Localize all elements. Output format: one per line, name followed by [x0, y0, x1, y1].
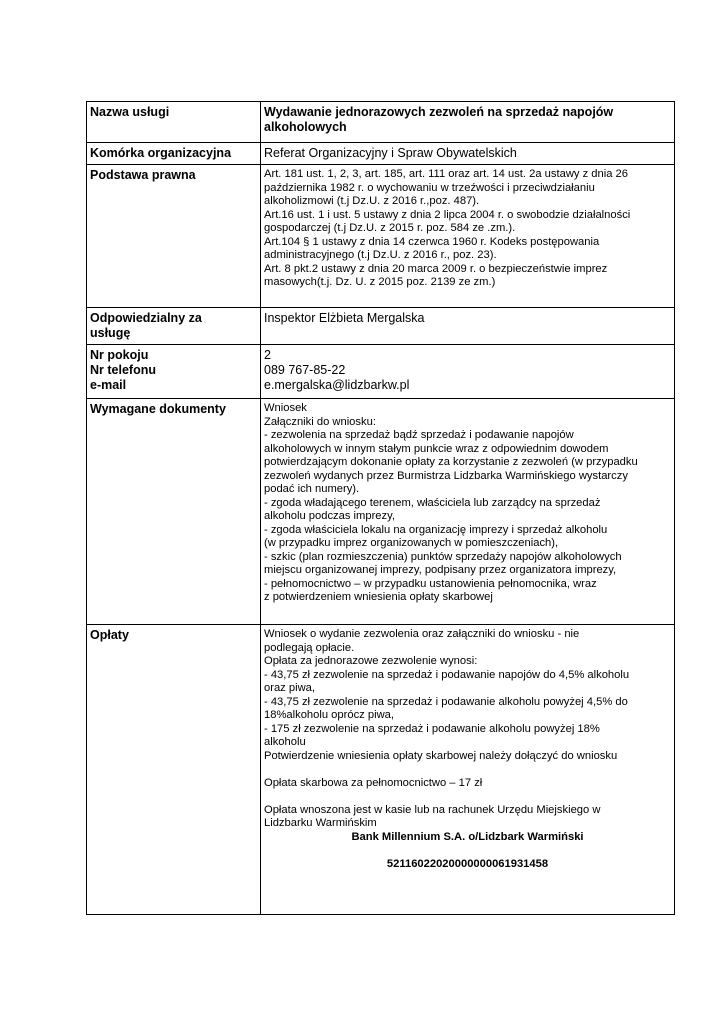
fees-line: oraz piwa, [264, 682, 315, 694]
documents-line: miejscu organizowanej imprezy, podpisany przez organizatora imprezy, [264, 564, 617, 576]
email-label: e-mail [90, 378, 127, 392]
contact-label [87, 345, 261, 399]
legal-basis-value [261, 165, 675, 308]
responsible-value: Inspektor Elżbieta Mergalska [261, 308, 675, 345]
documents-line: alkoholowych w innym stałym punkcie wraz z odpowiednim dowodem [264, 442, 609, 455]
fees-line: Potwierdzenie wniesienia opłaty skarbowej należy dołączyć do wniosku [264, 749, 618, 762]
proxy-fee: Opłata skarbowa za pełnomocnictwo – 17 zł [264, 776, 483, 789]
legal-basis-line: gospodarczej (t.j Dz.U. z 2015 r. poz. 584 ze .zm.). [264, 222, 516, 234]
row-unit [87, 143, 675, 165]
documents-line: - pełnomocnictwo – w przypadku ustanowienia pełnomocnika, wraz [264, 577, 597, 590]
service-name-value [261, 102, 675, 143]
responsible-label-line-1: Odpowiedzialny za [90, 311, 202, 325]
documents-value [261, 399, 675, 625]
fees-line: - 43,75 zł zezwolenie na sprzedaż i podawanie alkoholu powyżej 4,5% do [264, 695, 628, 708]
row-legal-basis [87, 165, 675, 308]
documents-line: potwierdzającym dokonanie opłaty za korzystanie z zezwoleń (w przypadku [264, 456, 638, 468]
legal-basis-line: Art.104 § 1 ustawy z dnia 14 czerwca 1960 r. Kodeks postępowania [264, 235, 600, 248]
fees-line: alkoholu [264, 736, 306, 748]
service-name-line-2: alkoholowych [264, 120, 347, 134]
fees-line: - 175 zł zezwolenie na sprzedaż i podawanie alkoholu powyżej 18% [264, 722, 600, 735]
bank-account-number: 52116022020000000061931458 [386, 857, 549, 870]
fees-label: Opłaty [87, 625, 261, 915]
responsible-label-line-2: usługę [90, 326, 131, 340]
phone-label: Nr telefonu [90, 363, 156, 377]
fees-line: Wniosek o wydanie zezwolenia oraz załączniki do wniosku - nie [264, 628, 580, 640]
fees-line: 18%alkoholu oprócz piwa, [264, 709, 394, 721]
service-info-table [86, 101, 675, 915]
email-address[interactable]: e.mergalska@lidzbarkw.pl [264, 378, 410, 392]
documents-line: podać ich numery). [264, 483, 360, 495]
unit-value: Referat Organizacyjny i Spraw Obywatelskich [261, 143, 675, 165]
documents-line: - zgoda władającego terenem, właściciela lub zarządcy na sprzedaż [264, 496, 601, 509]
legal-basis-line: administracyjnego (t.j Dz.U. z 2016 r., poz. 23). [264, 249, 497, 261]
documents-line: z potwierdzeniem wniesienia opłaty skarbowej [264, 591, 493, 603]
documents-line: zezwoleń wydanych przez Burmistrza Lidzbarka Warmińskiego wystarczy [264, 469, 628, 482]
fees-line: podlegają opłacie. [264, 641, 355, 654]
bank-name: Bank Millennium S.A. o/Lidzbark Warmiński [351, 830, 584, 843]
spacer [264, 790, 671, 804]
payment-info-line: Lidzbarku Warmińskim [264, 817, 377, 829]
payment-info-line: Opłata wnoszona jest w kasie lub na rachunek Urzędu Miejskiego w [264, 803, 601, 816]
row-documents [87, 399, 675, 625]
unit-label: Komórka organizacyjna [87, 143, 261, 165]
legal-basis-label: Podstawa prawna [87, 165, 261, 308]
row-service-name [87, 102, 675, 143]
documents-line: (w przypadku imprez organizowanych w pomieszczeniach), [264, 537, 559, 549]
documents-line: - zgoda właściciela lokalu na organizację imprezy i sprzedaż alkoholu [264, 523, 608, 536]
fees-line: Opłata za jednorazowe zezwolenie wynosi: [264, 655, 478, 667]
row-contact [87, 345, 675, 399]
legal-basis-line: Art.16 ust. 1 i ust. 5 ustawy z dnia 2 lipca 2004 r. o swobodzie działalności [264, 208, 631, 221]
spacer [264, 763, 671, 777]
row-fees [87, 625, 675, 915]
legal-basis-line: masowych(t.j. Dz. U. z 2015 poz. 2139 ze zm.) [264, 276, 496, 288]
legal-basis-line: października 1982 r. o wychowaniu w trzeźwości i przeciwdziałaniu [264, 181, 595, 194]
spacer [264, 844, 671, 858]
documents-line: alkoholu podczas imprezy, [264, 510, 395, 522]
legal-basis-line: Art. 8 pkt.2 ustawy z dnia 20 marca 2009 r. o bezpieczeństwie imprez [264, 262, 608, 275]
phone-number: 089 767-85-22 [264, 363, 346, 377]
documents-line: - szkic (plan rozmieszczenia) punktów sprzedaży napojów alkoholowych [264, 550, 622, 563]
legal-basis-line: alkoholizmowi (t.j Dz.U. z 2016 r.,poz. 487). [264, 195, 480, 207]
row-responsible [87, 308, 675, 345]
service-name-line-1: Wydawanie jednorazowych zezwoleń na sprzedaż napojów [264, 105, 614, 119]
documents-line: - zezwolenia na sprzedaż bądź sprzedaż i podawanie napojów [264, 429, 574, 441]
documents-line: Wniosek [264, 402, 307, 414]
room-number: 2 [264, 348, 271, 362]
contact-value [261, 345, 675, 399]
service-name-label: Nazwa usługi [87, 102, 261, 143]
legal-basis-line: Art. 181 ust. 1, 2, 3, art. 185, art. 111 oraz art. 14 ust. 2a ustawy z dnia 26 [264, 168, 629, 180]
fees-line: - 43,75 zł zezwolenie na sprzedaż i podawanie napojów do 4,5% alkoholu [264, 668, 630, 681]
fees-value [261, 625, 675, 915]
room-label: Nr pokoju [90, 348, 149, 362]
documents-label: Wymagane dokumenty [87, 399, 261, 625]
documents-line: Załączniki do wniosku: [264, 415, 376, 428]
responsible-label [87, 308, 261, 345]
